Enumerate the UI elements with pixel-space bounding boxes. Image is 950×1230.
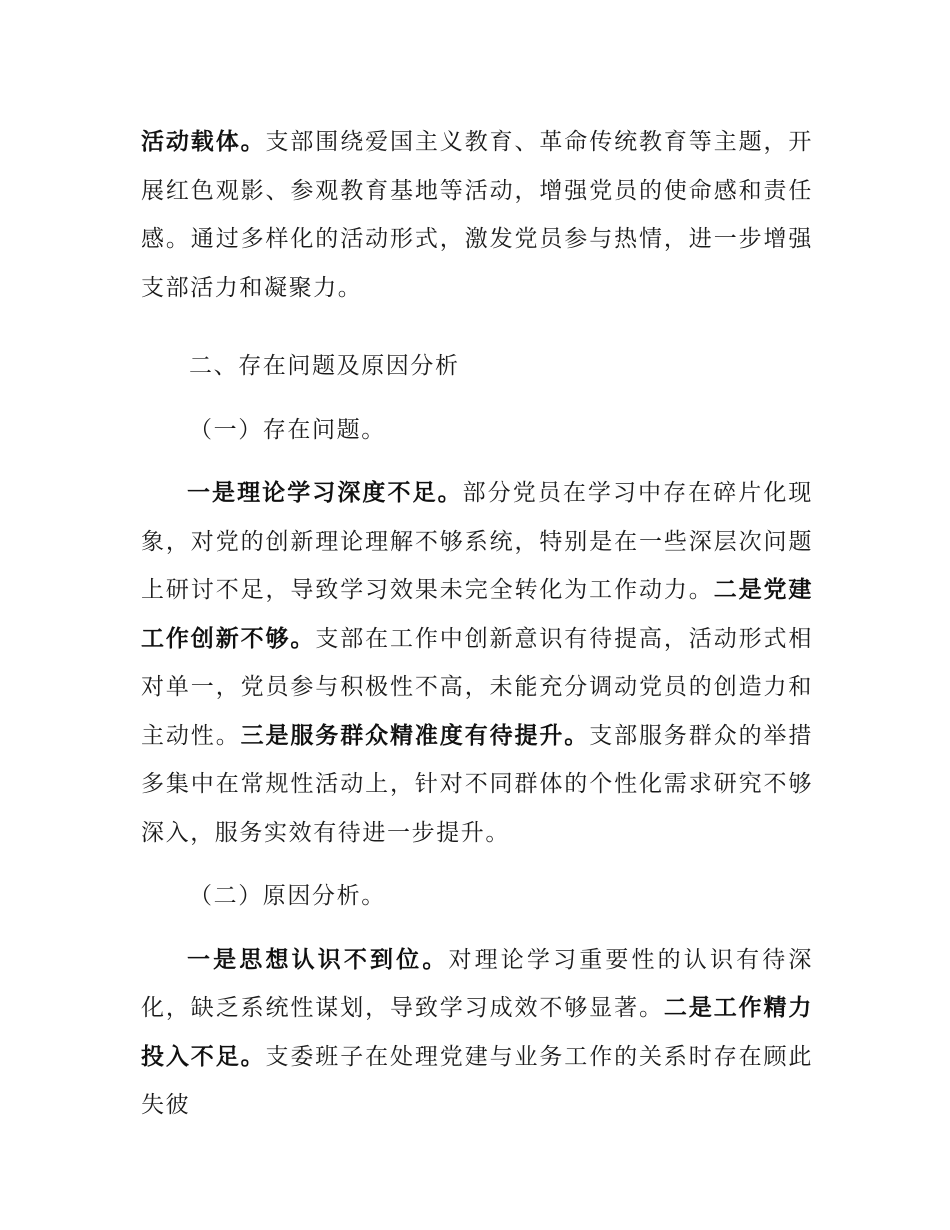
- paragraph-text: 支部服务群众的举措多集中在常规性活动上，针对不同群体的个性化需求研究不够深入，服务实效有待进一步提升。: [141, 722, 813, 846]
- bold-lead: 一是思想认识不到位。: [187, 946, 449, 973]
- bold-lead: 二是工作精力投入不足。: [141, 995, 813, 1070]
- paragraph-causes: [141, 936, 813, 1130]
- bold-lead: 一是理论学习深度不足。: [187, 480, 463, 506]
- document-page: [141, 118, 813, 1130]
- paragraph-activity-carrier: [141, 118, 813, 312]
- spacer: [141, 312, 813, 327]
- paragraph-text: 支部在工作中创新意识有待提高，活动形式相对单一，党员参与积极性不高，未能充分调动党员的创造力和主动性。: [141, 625, 814, 749]
- bold-lead: 二是党建工作创新不够。: [141, 577, 813, 652]
- bold-lead: 三是服务群众精准度有待提升。: [240, 722, 590, 749]
- section-title: 二、存在问题及原因分析: [189, 353, 460, 379]
- subsection-title-problems: （一）存在问题。: [189, 416, 386, 443]
- spacer: [141, 857, 813, 872]
- paragraph-text: 对理论学习重要性的认识有待深化，缺乏系统性谋划，导致学习成效不够显著。: [141, 946, 814, 1021]
- paragraph-text: 支部围绕爱国主义教育、革命传统教育等主题，开展红色观影、参观教育基地等活动，增强党员的使命感和责任感。通过多样化的活动形式，激发党员参与热情，进一步增强支部活力和凝聚力。: [141, 129, 813, 301]
- paragraph-text: 支委班子在处理党建与业务工作的关系时存在顾此失彼: [141, 1043, 813, 1118]
- paragraph-text: 部分党员在学习中存在碎片化现象，对党的创新理论理解不够系统，特别是在一些深层次问题上研讨不足，导致学习效果未完全转化为工作动力。: [141, 480, 813, 603]
- bold-lead: 活动载体。: [141, 129, 266, 155]
- subsection-title-causes: （二）原因分析。: [189, 883, 386, 909]
- paragraph-problems: [141, 469, 813, 857]
